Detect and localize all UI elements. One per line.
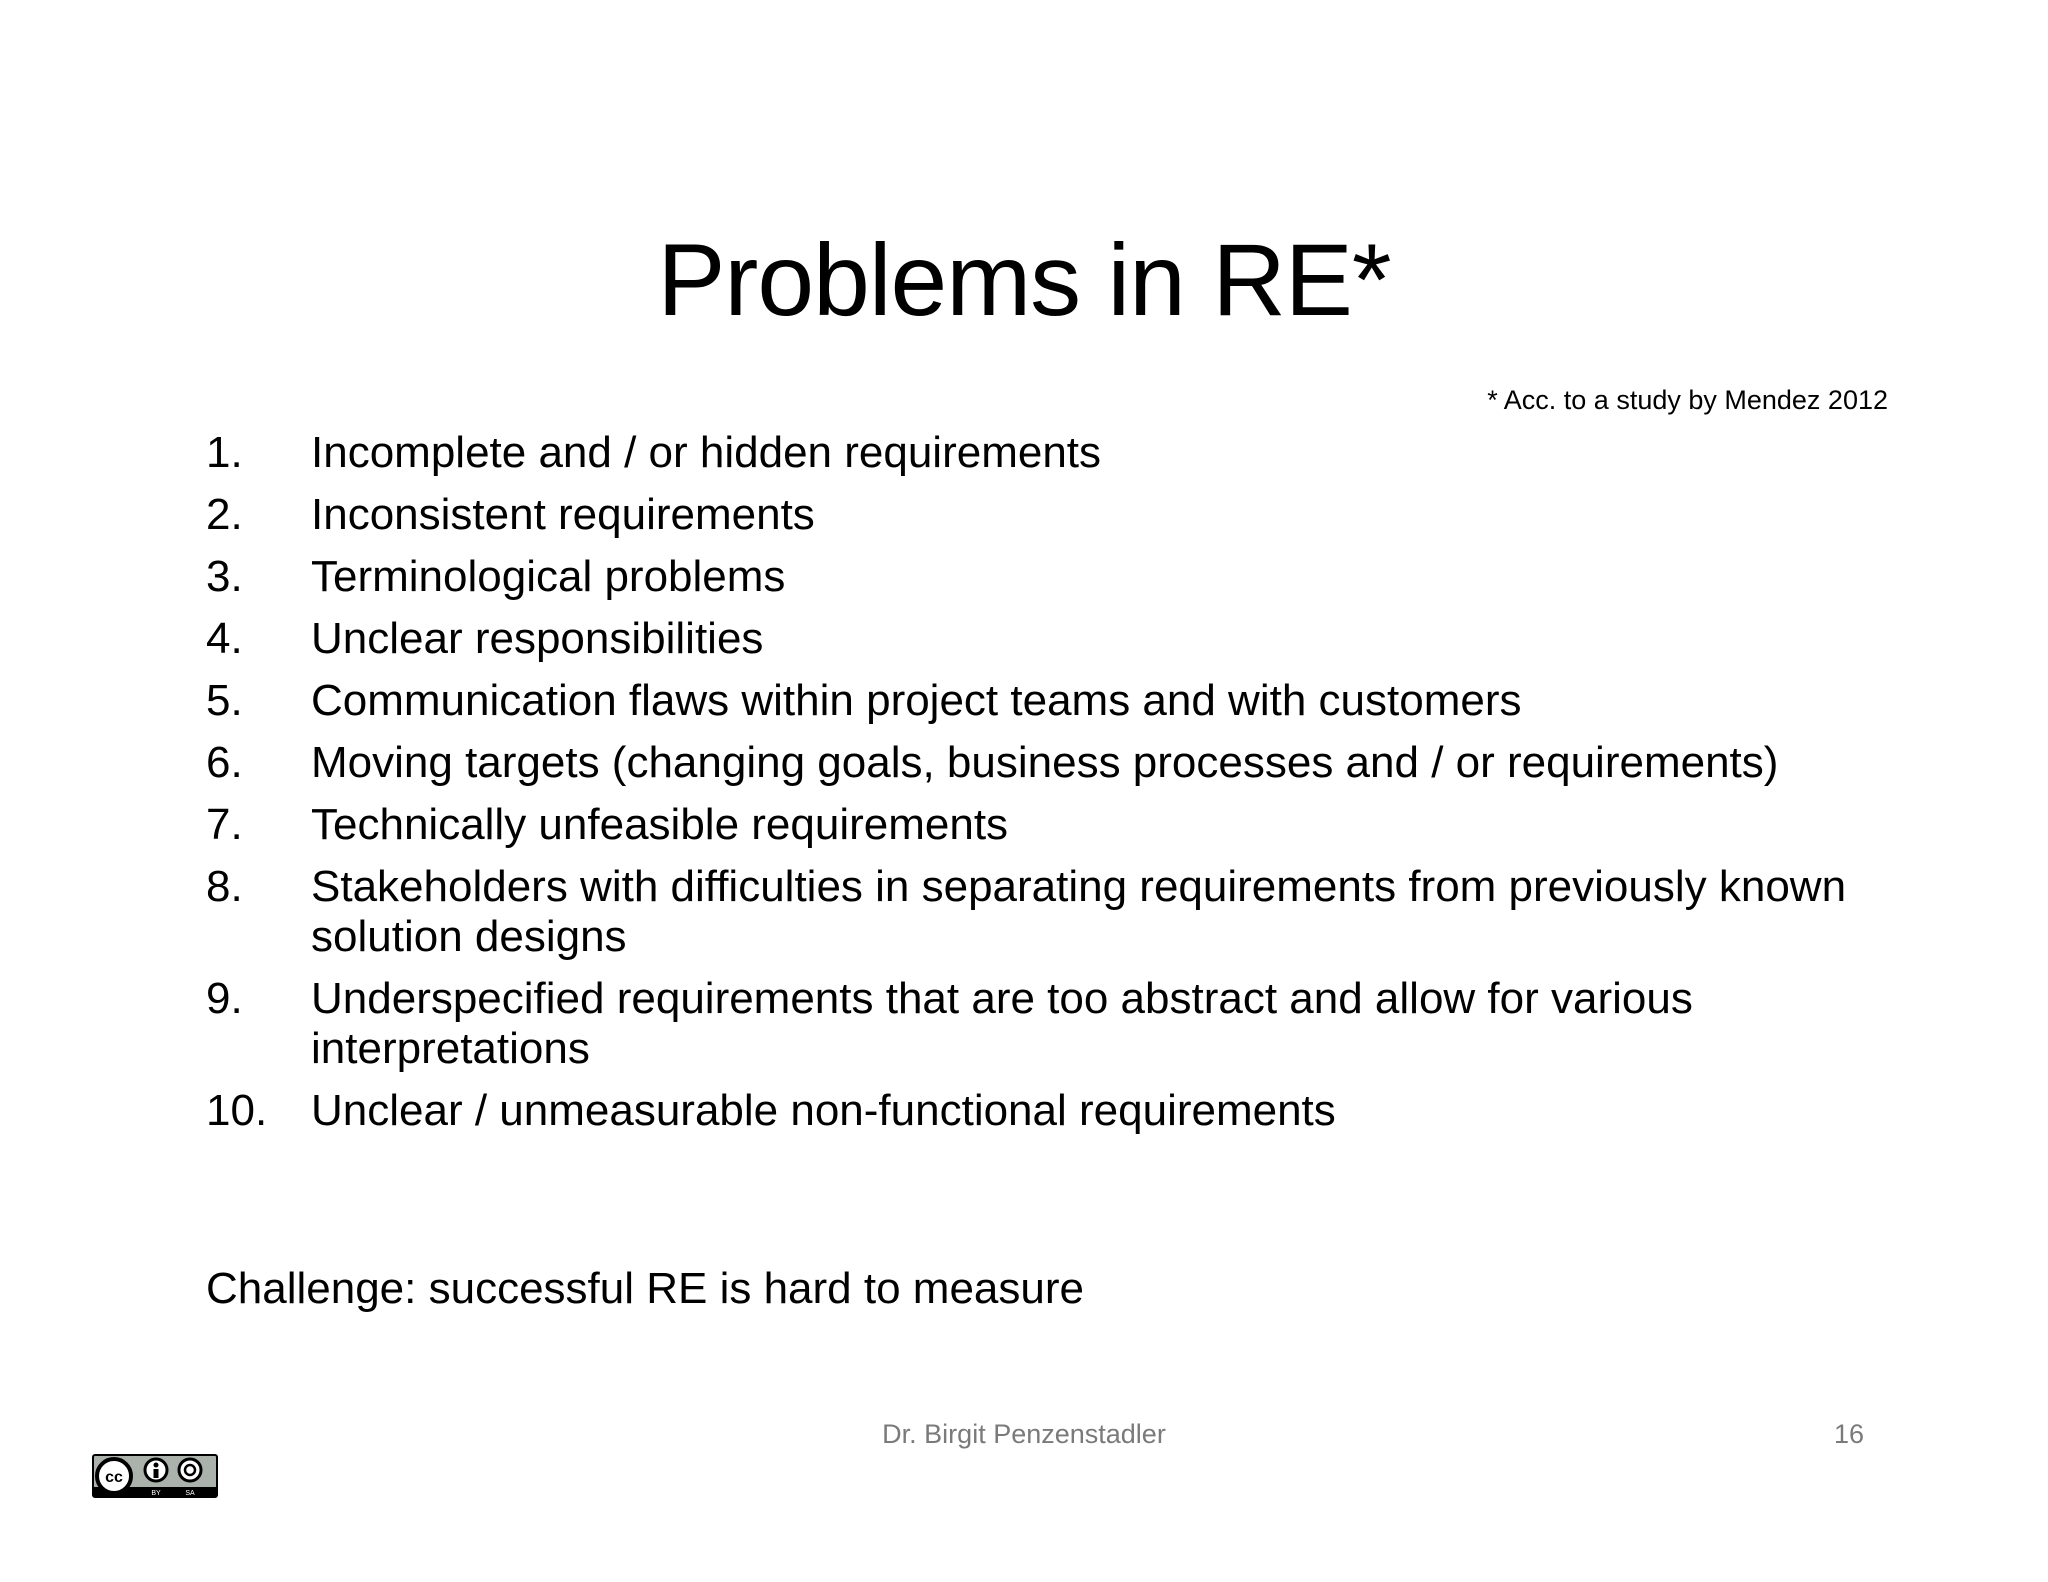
- list-number: 2.: [206, 490, 243, 539]
- sa-text: SA: [185, 1490, 195, 1497]
- list-number: 7.: [206, 800, 243, 849]
- footer-author: Dr. Birgit Penzenstadler: [882, 1419, 1166, 1449]
- list-item: [206, 676, 1906, 726]
- list-item: [206, 1086, 1906, 1136]
- list-text: Stakeholders with difficulties in separating requirements from previously known solution designs: [311, 862, 1847, 961]
- list-item: [206, 738, 1906, 788]
- list-text: Technically unfeasible requirements: [311, 800, 1009, 849]
- list-text: Underspecified requirements that are too abstract and allow for various interpretations: [311, 974, 1693, 1073]
- list-text: Terminological problems: [311, 552, 786, 601]
- cc-text: cc: [105, 1469, 123, 1486]
- list-text: Inconsistent requirements: [311, 490, 815, 539]
- list-item: [206, 800, 1906, 850]
- list-text: Communication flaws within project teams and with customers: [311, 676, 1522, 725]
- problem-list: [206, 428, 1906, 1148]
- list-item: [206, 614, 1906, 664]
- list-text: Unclear / unmeasurable non-functional requirements: [311, 1086, 1336, 1135]
- study-footnote: * Acc. to a study by Mendez 2012: [1487, 385, 1888, 415]
- list-item: [206, 862, 1906, 962]
- list-number: 1.: [206, 428, 243, 477]
- cc-by-sa-icon: [92, 1454, 218, 1498]
- list-number: 8.: [206, 862, 243, 911]
- list-text: Unclear responsibilities: [311, 614, 764, 663]
- list-number: 9.: [206, 974, 243, 1023]
- list-number: 3.: [206, 552, 243, 601]
- list-text: Moving targets (changing goals, business processes and / or requirements): [311, 738, 1779, 787]
- list-number: 4.: [206, 614, 243, 663]
- list-number: 10.: [206, 1086, 268, 1135]
- list-number: 6.: [206, 738, 243, 787]
- by-text: BY: [151, 1490, 161, 1497]
- list-item: [206, 552, 1906, 602]
- page-number: 16: [1833, 1419, 1864, 1449]
- list-item: [206, 490, 1906, 540]
- slide-title: Problems in RE*: [657, 223, 1391, 337]
- list-text: Incomplete and / or hidden requirements: [311, 428, 1102, 477]
- list-item: [206, 974, 1906, 1074]
- list-number: 5.: [206, 676, 243, 725]
- list-item: [206, 428, 1906, 478]
- challenge-statement: Challenge: successful RE is hard to measure: [206, 1264, 1084, 1313]
